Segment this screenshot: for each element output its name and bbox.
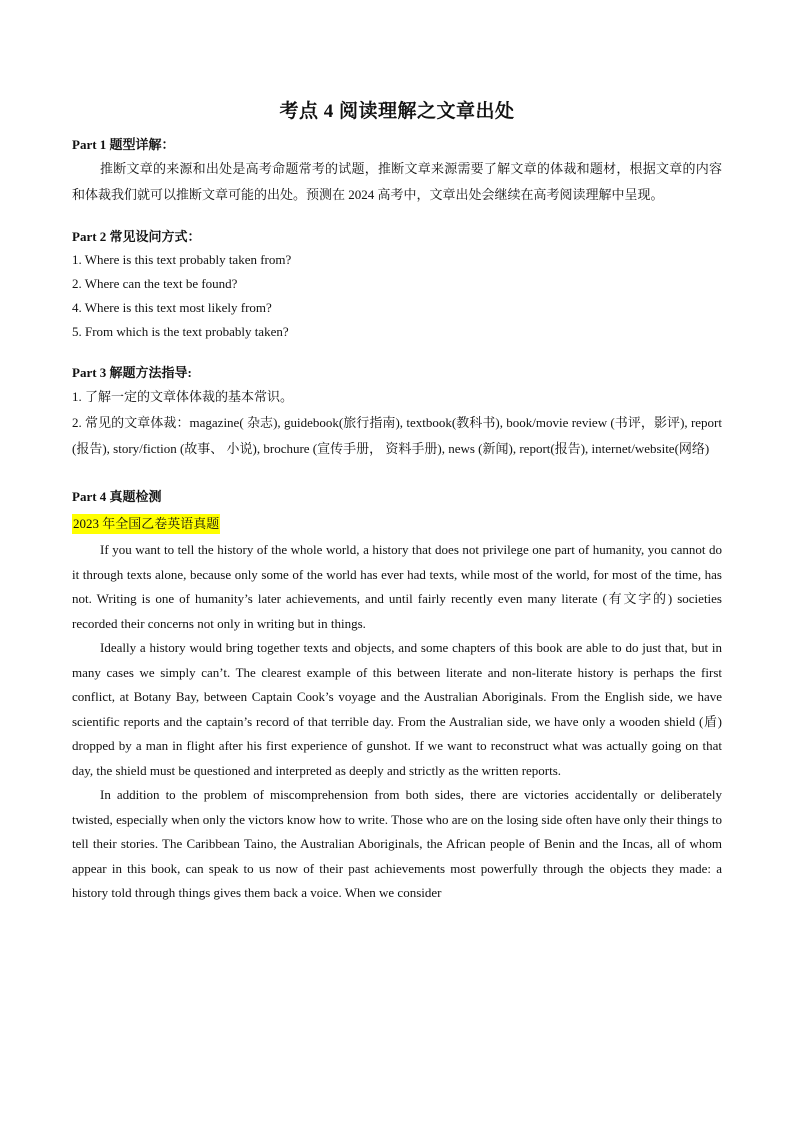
part4-heading: Part 4 真题检测 bbox=[72, 489, 162, 504]
part3-item: 2. 常见的文章体裁：magazine( 杂志), guidebook(旅行指南), textbook(教科书), book/movie review (书评，影评), report (报告), story/fiction (故事、 小说), brochure (宣传手册， 资料手册), news (新闻), report(报告), internet/website(网络) bbox=[72, 415, 722, 456]
question-item: 1. Where is this text probably taken from? bbox=[72, 252, 292, 267]
part1-section bbox=[72, 134, 722, 208]
part3-item: 1. 了解一定的文章体体裁的基本常识。 bbox=[72, 389, 294, 404]
passage-paragraph: In addition to the problem of miscomprehension from both sides, there are victories accidentally or deliberately twisted, especially when only the victors know how to write. Those who are on the losing side often have only their things to tell their stories. The Caribbean Taino, the Australian Aboriginals, the African people of Benin and the Incas, all of whom appear in this book, can speak to us now of their past achievements most powerfully through the objects they made: a history told through things gives them back a voice. When we consider bbox=[72, 787, 722, 900]
part2-heading: Part 2 常见设问方式： bbox=[72, 229, 201, 244]
part3-section bbox=[72, 362, 722, 462]
part4-section bbox=[72, 486, 722, 906]
question-item: 4. Where is this text most likely from? bbox=[72, 300, 272, 315]
part2-section bbox=[72, 226, 722, 344]
question-item: 5. From which is the text probably taken? bbox=[72, 324, 289, 339]
part1-body: 推断文章的来源和出处是高考命题常考的试题，推断文章来源需要了解文章的体裁和题材，根据文章的内容和体裁我们就可以推断文章可能的出处。预测在 2024 高考中，文章出处会继续在高考阅读理解中呈现。 bbox=[72, 161, 722, 202]
page-title: 考点 4 阅读理解之文章出处 bbox=[279, 101, 515, 122]
reading-passage bbox=[72, 538, 722, 906]
part1-heading: Part 1 题型详解： bbox=[72, 137, 175, 152]
document-body bbox=[72, 134, 722, 906]
source-highlight-label: 2023 年全国乙卷英语真题 bbox=[72, 514, 220, 534]
passage-paragraph: If you want to tell the history of the whole world, a history that does not privilege one part of humanity, you cannot do it through texts alone, because only some of the world has ever had texts, while most of the world, for most of the time, has not. Writing is one of humanity’s later achievements, and until fairly recently even many literate (有文字的) societies recorded their concerns not only in writing but in things. bbox=[72, 542, 722, 631]
part3-heading: Part 3 解题方法指导: bbox=[72, 365, 192, 380]
passage-paragraph: Ideally a history would bring together texts and objects, and some chapters of this book are able to do just that, but in many cases we simply can’t. The clearest example of this between literate and non-literate history is perhaps the first conflict, at Botany Bay, between Captain Cook’s voyage and the Australian Aboriginals. From the English side, we have scientific reports and the captain’s record of that terrible day. From the Australian side, we have only a wooden shield (盾) dropped by a man in flight after his first experience of gunshot. If we want to reconstruct what was actually going on that day, the shield must be questioned and interpreted as deeply and strictly as the written reports. bbox=[72, 640, 722, 778]
question-item: 2. Where can the text be found? bbox=[72, 276, 238, 291]
